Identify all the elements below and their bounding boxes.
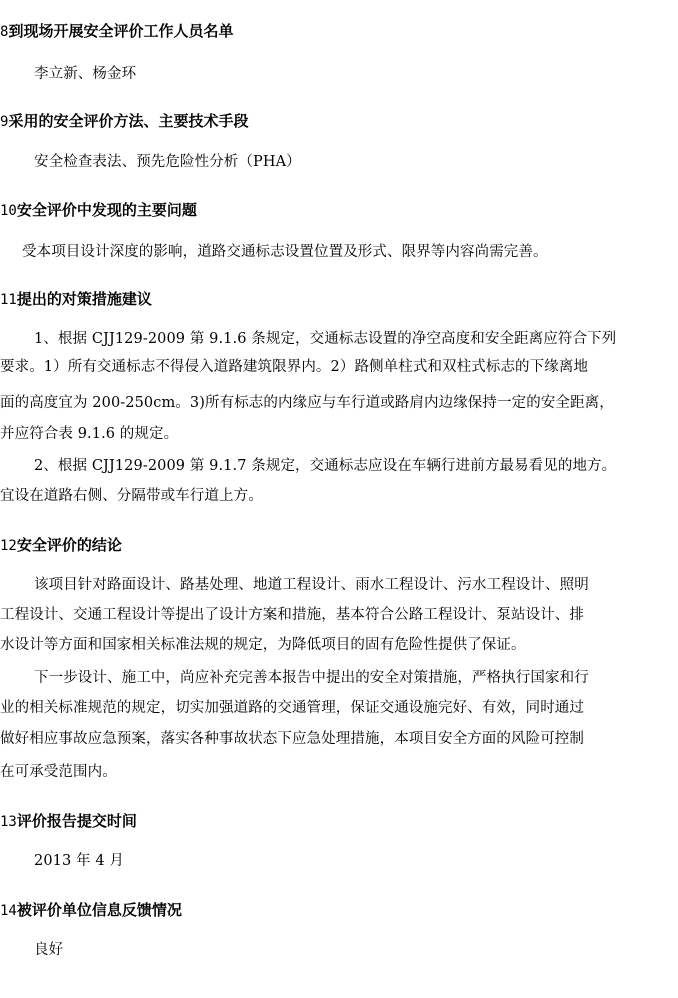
section-number: 14 [0,903,17,919]
body-line: 工程设计、交通工程设计等提出了设计方案和措施，基本符合公路工程设计、泵站设计、排 [0,607,584,623]
section-13-heading [0,810,137,831]
section-number: 10 [0,203,17,219]
body-line: 2、根据 CJJ129-2009 第 9.1.7 条规定，交通标志应设在车辆行进前方最易看见的地方。 [34,458,617,474]
body-line: 做好相应事故应急预案，落实各种事故状态下应急处理措施，本项目安全方面的风险可控制 [0,731,584,747]
section-title: 到现场开展安全评价工作人员名单 [8,22,234,40]
section-8-heading [0,20,233,41]
body-line: 要求。1）所有交通标志不得侵入道路建筑限界内。2）路侧单柱式和双柱式标志的下缘离地 [0,359,589,375]
section-title: 提出的对策措施建议 [16,290,152,308]
section-number: 13 [0,814,17,830]
body-line: 下一步设计、施工中，尚应补充完善本报告中提出的安全对策措施，严格执行国家和行 [34,670,589,686]
body-line: 受本项目设计深度的影响，道路交通标志设置位置及形式、限界等内容尚需完善。 [22,244,548,260]
section-number: 8 [0,24,9,40]
body-line: 良好 [34,942,64,958]
section-title: 采用的安全评价方法、主要技术手段 [8,112,249,130]
body-line: 并应符合表 9.1.6 的规定。 [0,426,179,442]
body-line: 在可承受范围内。 [0,764,117,780]
section-title: 安全评价中发现的主要问题 [16,201,197,219]
body-line: 宜设在道路右侧、分隔带或车行道上方。 [0,488,263,504]
section-number: 12 [0,538,17,554]
body-line: 2013 年 4 月 [34,853,124,869]
section-title: 被评价单位信息反馈情况 [16,901,182,919]
section-number: 11 [0,292,17,308]
section-12-heading [0,534,122,555]
body-line: 业的相关标准规范的规定，切实加强道路的交通管理，保证交通设施完好、有效，同时通过 [0,700,584,716]
section-11-heading [0,288,152,309]
body-line: 1、根据 CJJ129-2009 第 9.1.6 条规定，交通标志设置的净空高度和安全距离应符合下列 [34,331,617,347]
section-9-heading [0,110,248,131]
body-line: 李立新、杨金环 [34,66,137,82]
body-line: 面的高度宜为 200-250cm。3)所有标志的内缘应与车行道或路肩内边缘保持一定的安全距离， [0,395,614,411]
section-title: 评价报告提交时间 [16,812,137,830]
body-line: 该项目针对路面设计、路基处理、地道工程设计、雨水工程设计、污水工程设计、照明 [34,577,589,593]
body-line: 水设计等方面和国家相关标准法规的规定，为降低项目的固有危险性提供了保证。 [0,637,526,653]
section-title: 安全评价的结论 [16,536,122,554]
body-line: 安全检查表法、预先危险性分析（PHA） [34,154,301,170]
section-number: 9 [0,114,9,130]
section-14-heading [0,899,182,920]
section-10-heading [0,199,197,220]
